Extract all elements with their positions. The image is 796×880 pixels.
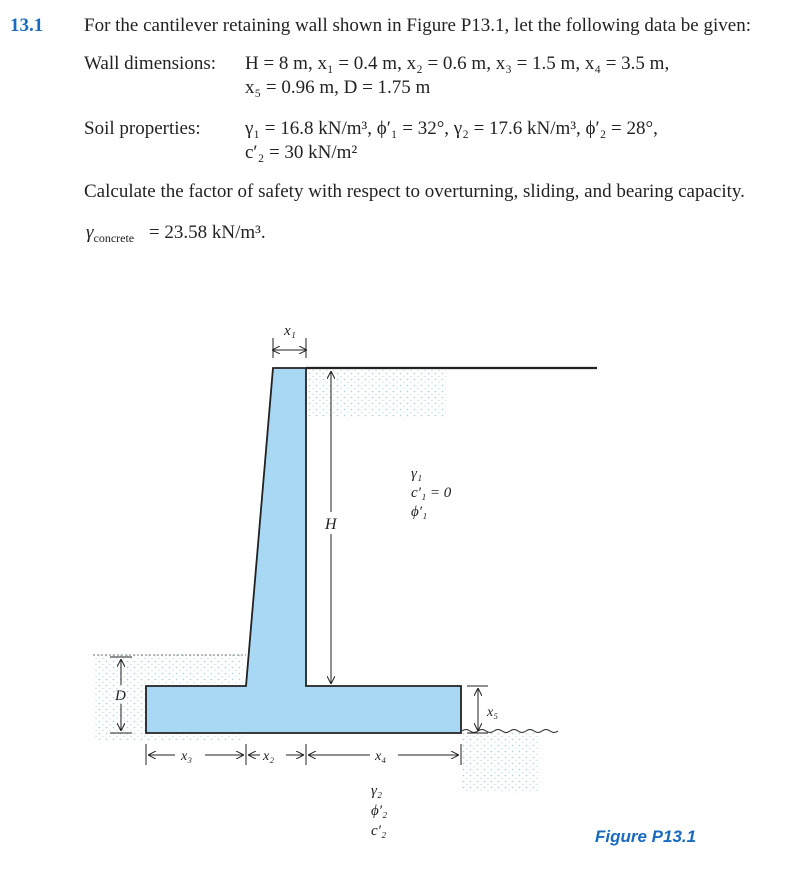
x2-label: x₂ [263,749,275,764]
phi2-label: ϕ′₂ [371,803,388,819]
wall-dimensions-line1: H = 8 m, x₁ = 0.4 m, x₂ = 0.6 m, x₃ = 1.5 m, x₄ = 3.5 m, [245,53,670,74]
gamma2-label: γ₂ [371,783,383,799]
c1-label: c′₁ = 0 [411,485,452,501]
c2-label: c′₂ [371,823,387,839]
question-text: Calculate the factor of safety with respect to overturning, sliding, and bearing capacity. [84,181,745,202]
gamma-symbol: γ [86,222,94,243]
soil-properties-line2: c′₂ = 30 kN/m² [245,142,358,163]
x3-label: x₃ [181,749,193,764]
D-label: D [115,688,126,704]
x1-label: x₁ [284,323,296,339]
phi1-label: ϕ′₁ [411,504,428,520]
soil-properties-line1: γ₁ = 16.8 kN/m³, ϕ′₁ = 32°, γ₂ = 17.6 kN/m³, ϕ′₂ = 28°, [245,118,658,139]
wall-dimensions-line2: x₅ = 0.96 m, D = 1.75 m [245,77,431,98]
problem-number: 13.1 [10,15,44,36]
soil-properties-label: Soil properties: [84,118,201,139]
problem-intro: For the cantilever retaining wall shown in Figure P13.1, let the following data be given: [84,15,751,36]
gamma-value: = 23.58 kN/m³. [148,222,266,243]
figure-caption: Figure P13.1 [595,827,697,846]
foundation-ground-line [462,730,558,733]
x4-label: x₄ [375,749,387,764]
backfill-soil-top [306,368,446,418]
x5-label: x₅ [487,705,499,720]
H-label: H [325,516,337,533]
foundation-soil [462,733,540,793]
wall-dimensions-label: Wall dimensions: [84,53,216,74]
gamma1-label: γ₁ [411,466,423,482]
gamma-subscript: concrete [93,231,135,245]
